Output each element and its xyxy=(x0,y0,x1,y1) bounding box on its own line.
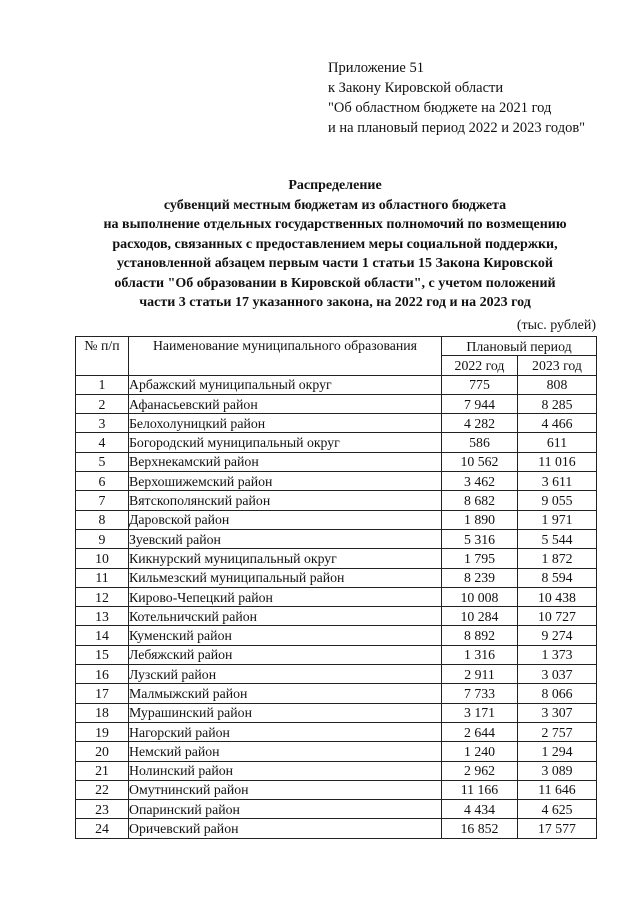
value-2022: 586 xyxy=(442,433,518,452)
municipality-name: Лузский район xyxy=(129,665,442,684)
row-number: 22 xyxy=(76,780,129,799)
value-2023: 8 285 xyxy=(518,394,597,413)
value-2023: 10 438 xyxy=(518,587,597,606)
title-line: области "Об образовании в Кировской области", с учетом положений xyxy=(114,275,556,291)
value-2022: 8 239 xyxy=(442,568,518,587)
title-line: Распределение xyxy=(288,178,382,193)
title-line: на выполнение отдельных государственных полномочий по возмещению xyxy=(103,217,567,232)
table-row xyxy=(76,452,597,471)
table-row xyxy=(76,742,597,761)
value-2023: 1 872 xyxy=(518,549,597,568)
table-row xyxy=(76,433,597,452)
row-number: 20 xyxy=(76,742,129,761)
header-num: № п/п xyxy=(76,337,129,376)
value-2022: 10 562 xyxy=(442,452,518,471)
appendix-line: "Об областном бюджете на 2021 год xyxy=(328,100,552,116)
value-2023: 1 373 xyxy=(518,645,597,664)
value-2022: 8 892 xyxy=(442,626,518,645)
table-row xyxy=(76,780,597,799)
table-body xyxy=(76,375,597,838)
value-2022: 3 462 xyxy=(442,472,518,491)
value-2023: 3 307 xyxy=(518,703,597,722)
value-2023: 1 294 xyxy=(518,742,597,761)
value-2023: 3 611 xyxy=(518,472,597,491)
value-2022: 10 284 xyxy=(442,607,518,626)
municipality-name: Котельничский район xyxy=(129,607,442,626)
table-row xyxy=(76,472,597,491)
value-2023: 808 xyxy=(518,375,597,394)
value-2022: 1 316 xyxy=(442,645,518,664)
table-row xyxy=(76,394,597,413)
value-2022: 1 795 xyxy=(442,549,518,568)
row-number: 9 xyxy=(76,529,129,548)
value-2023: 9 055 xyxy=(518,491,597,510)
table-row xyxy=(76,529,597,548)
row-number: 11 xyxy=(76,568,129,587)
row-number: 6 xyxy=(76,472,129,491)
municipality-name: Нагорский район xyxy=(129,722,442,741)
row-number: 4 xyxy=(76,433,129,452)
row-number: 21 xyxy=(76,761,129,780)
value-2023: 4 625 xyxy=(518,800,597,819)
table-row xyxy=(76,665,597,684)
municipality-name: Вятскополянский район xyxy=(129,491,442,510)
table-row xyxy=(76,375,597,394)
value-2022: 7 733 xyxy=(442,684,518,703)
value-2022: 2 962 xyxy=(442,761,518,780)
value-2022: 16 852 xyxy=(442,819,518,838)
value-2022: 3 171 xyxy=(442,703,518,722)
value-2022: 775 xyxy=(442,375,518,394)
municipality-name: Опаринский район xyxy=(129,800,442,819)
row-number: 2 xyxy=(76,394,129,413)
row-number: 1 xyxy=(76,375,129,394)
row-number: 10 xyxy=(76,549,129,568)
row-number: 14 xyxy=(76,626,129,645)
value-2022: 5 316 xyxy=(442,529,518,548)
municipality-name: Нолинский район xyxy=(129,761,442,780)
value-2023: 4 466 xyxy=(518,414,597,433)
table-row xyxy=(76,761,597,780)
table-row xyxy=(76,684,597,703)
value-2023: 1 971 xyxy=(518,510,597,529)
value-2022: 2 644 xyxy=(442,722,518,741)
table-row xyxy=(76,549,597,568)
row-number: 7 xyxy=(76,491,129,510)
table-row xyxy=(76,510,597,529)
value-2023: 3 089 xyxy=(518,761,597,780)
value-2022: 8 682 xyxy=(442,491,518,510)
value-2023: 11 646 xyxy=(518,780,597,799)
row-number: 8 xyxy=(76,510,129,529)
table-row xyxy=(76,626,597,645)
value-2023: 3 037 xyxy=(518,665,597,684)
table-row xyxy=(76,819,597,838)
value-2022: 7 944 xyxy=(442,394,518,413)
value-2022: 4 434 xyxy=(442,800,518,819)
row-number: 17 xyxy=(76,684,129,703)
municipality-name: Кирово-Чепецкий район xyxy=(129,587,442,606)
units-label: (тыс. рублей) xyxy=(516,318,596,333)
municipality-name: Оричевский район xyxy=(129,819,442,838)
header-name: Наименование муниципального образования xyxy=(129,337,442,376)
header-year-2022: 2022 год xyxy=(442,356,518,375)
row-number: 12 xyxy=(76,587,129,606)
municipality-name: Богородский муниципальный округ xyxy=(129,433,442,452)
municipality-name: Верхнекамский район xyxy=(129,452,442,471)
subsidy-table xyxy=(75,336,597,839)
table-row xyxy=(76,607,597,626)
value-2023: 17 577 xyxy=(518,819,597,838)
municipality-name: Омутнинский район xyxy=(129,780,442,799)
value-2023: 9 274 xyxy=(518,626,597,645)
value-2023: 8 066 xyxy=(518,684,597,703)
value-2023: 611 xyxy=(518,433,597,452)
value-2022: 1 240 xyxy=(442,742,518,761)
appendix-line: к Закону Кировской области xyxy=(328,80,504,96)
row-number: 5 xyxy=(76,452,129,471)
municipality-name: Зуевский район xyxy=(129,529,442,548)
title-line: части 3 статьи 17 указанного закона, на 2022 год и на 2023 год xyxy=(139,295,531,310)
table-row xyxy=(76,491,597,510)
title-line: субвенций местным бюджетам из областного бюджета xyxy=(163,197,507,213)
table-row xyxy=(76,568,597,587)
municipality-name: Кильмезский муниципальный район xyxy=(129,568,442,587)
header-year-2023: 2023 год xyxy=(518,356,597,375)
table-row xyxy=(76,703,597,722)
row-number: 18 xyxy=(76,703,129,722)
value-2022: 10 008 xyxy=(442,587,518,606)
value-2022: 2 911 xyxy=(442,665,518,684)
value-2022: 1 890 xyxy=(442,510,518,529)
row-number: 3 xyxy=(76,414,129,433)
municipality-name: Арбажский муниципальный округ xyxy=(129,375,442,394)
row-number: 24 xyxy=(76,819,129,838)
row-number: 16 xyxy=(76,665,129,684)
row-number: 23 xyxy=(76,800,129,819)
appendix-line: Приложение 51 xyxy=(328,60,424,76)
value-2023: 10 727 xyxy=(518,607,597,626)
value-2023: 5 544 xyxy=(518,529,597,548)
appendix-header xyxy=(328,58,585,138)
table-row xyxy=(76,645,597,664)
municipality-name: Даровской район xyxy=(129,510,442,529)
table-row xyxy=(76,587,597,606)
table-row xyxy=(76,722,597,741)
row-number: 15 xyxy=(76,645,129,664)
header-period: Плановый период xyxy=(442,337,597,356)
municipality-name: Белохолуницкий район xyxy=(129,414,442,433)
row-number: 19 xyxy=(76,722,129,741)
table-row xyxy=(76,800,597,819)
municipality-name: Лебяжский район xyxy=(129,645,442,664)
municipality-name: Куменский район xyxy=(129,626,442,645)
municipality-name: Немский район xyxy=(129,742,442,761)
value-2022: 4 282 xyxy=(442,414,518,433)
value-2023: 8 594 xyxy=(518,568,597,587)
value-2023: 11 016 xyxy=(518,452,597,471)
value-2023: 2 757 xyxy=(518,722,597,741)
title-line: расходов, связанных с предоставлением меры социальной поддержки, xyxy=(112,236,558,252)
municipality-name: Мурашинский район xyxy=(129,703,442,722)
municipality-name: Афанасьевский район xyxy=(129,394,442,413)
title-line: установленной абзацем первым части 1 статьи 15 Закона Кировской xyxy=(117,256,553,271)
table-row xyxy=(76,414,597,433)
municipality-name: Кикнурский муниципальный округ xyxy=(129,549,442,568)
municipality-name: Малмыжский район xyxy=(129,684,442,703)
row-number: 13 xyxy=(76,607,129,626)
document-title xyxy=(40,176,630,313)
municipality-name: Верхошижемский район xyxy=(129,472,442,491)
appendix-line: и на плановый период 2022 и 2023 годов" xyxy=(328,120,586,136)
value-2022: 11 166 xyxy=(442,780,518,799)
